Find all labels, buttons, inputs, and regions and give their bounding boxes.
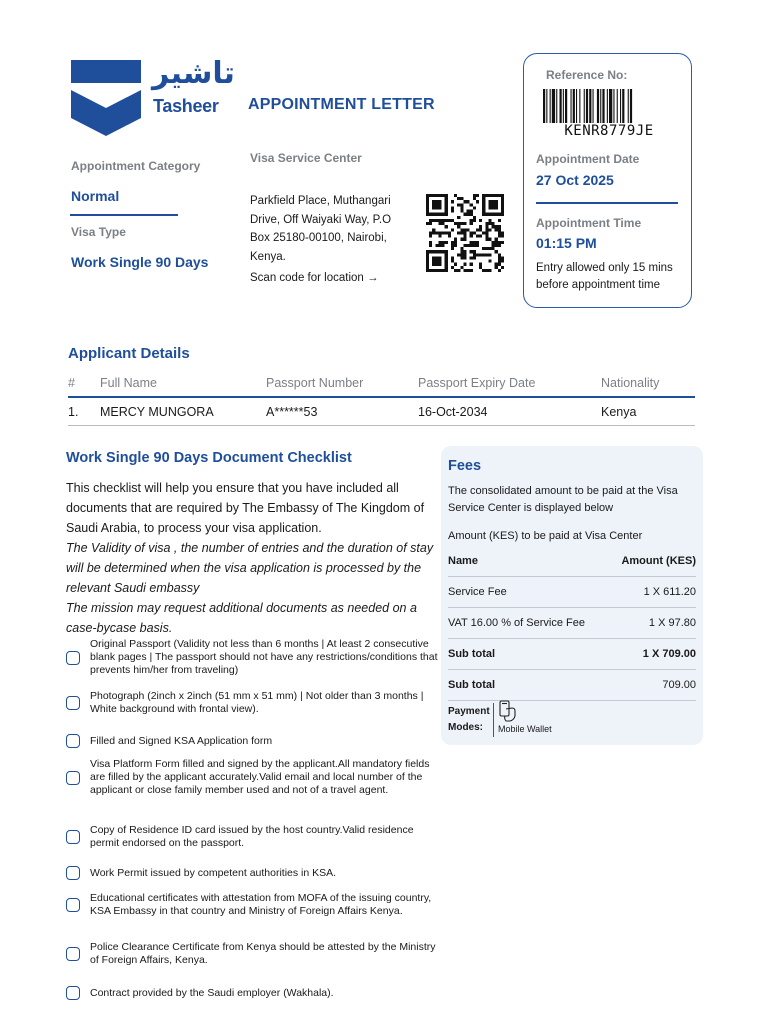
table-header-row bbox=[448, 550, 696, 577]
scan-note: Scan code for location → bbox=[250, 272, 379, 284]
fee-amount: 1 X 611.20 bbox=[609, 577, 696, 608]
checkbox[interactable] bbox=[66, 947, 80, 961]
subtotal-value: 709.00 bbox=[609, 670, 696, 701]
appointment-time: 01:15 PM bbox=[536, 235, 597, 251]
checklist-item-text: Educational certificates with attestation from MOFA of the issuing country, KSA Embassy in that country and Ministry of Foreign Affairs Kenya. bbox=[90, 892, 432, 917]
visa-type-value: Work Single 90 Days bbox=[71, 254, 209, 270]
checkbox[interactable] bbox=[66, 734, 80, 748]
category-value: Normal bbox=[71, 188, 120, 204]
applicant-passport: A******53 bbox=[266, 397, 418, 426]
visa-type-label: Visa Type bbox=[71, 225, 126, 239]
divider bbox=[536, 202, 678, 204]
visa-center-label: Visa Service Center bbox=[250, 151, 362, 165]
checkbox[interactable] bbox=[66, 866, 80, 880]
barcode-icon bbox=[543, 89, 673, 123]
checklist-item[interactable] bbox=[66, 638, 438, 677]
fee-name: VAT 16.00 % of Service Fee bbox=[448, 608, 609, 639]
checklist-item[interactable] bbox=[66, 941, 438, 967]
applicant-index: 1. bbox=[68, 397, 100, 426]
table-row bbox=[68, 397, 695, 426]
fees-table bbox=[448, 550, 696, 701]
document-title: APPOINTMENT LETTER bbox=[248, 96, 435, 113]
checklist-item[interactable] bbox=[66, 892, 438, 918]
fee-amount: 1 X 97.80 bbox=[609, 608, 696, 639]
checklist-item[interactable] bbox=[66, 734, 438, 748]
column-header: Passport Expiry Date bbox=[418, 374, 601, 397]
checkbox[interactable] bbox=[66, 986, 80, 1000]
column-header: Name bbox=[448, 550, 609, 577]
payment-modes-label-line: Payment bbox=[448, 706, 490, 717]
checklist-item-text: Original Passport (Validity not less than 6 months | At least 2 consecutive blank pages | The passport should not have any restrictions/conditions that prevents him/her from traveling) bbox=[90, 638, 438, 676]
tasheer-logo-icon bbox=[71, 60, 141, 136]
subtotal-value: 1 X 709.00 bbox=[609, 639, 696, 670]
checklist-item-text: Filled and Signed KSA Application form bbox=[90, 734, 273, 747]
column-header: # bbox=[68, 374, 100, 397]
checklist-title: Work Single 90 Days Document Checklist bbox=[66, 450, 352, 466]
brand-english: Tasheer bbox=[153, 96, 219, 116]
checklist-item[interactable] bbox=[66, 986, 438, 1000]
reference-label: Reference No: bbox=[546, 68, 628, 82]
checklist-item-text: Contract provided by the Saudi employer (Wakhala). bbox=[90, 986, 334, 999]
payment-mode-mobile-wallet: Mobile Wallet bbox=[498, 724, 552, 734]
payment-modes-label-line: Modes: bbox=[448, 722, 483, 733]
subtotal-label: Sub total bbox=[448, 670, 609, 701]
appointment-time-label: Appointment Time bbox=[536, 216, 642, 230]
checklist-intro-text: This checklist will help you ensure that you have included all documents that are required by The Embassy of The Kingdom of Saudi Arabia, to process your visa application. bbox=[66, 481, 425, 535]
checklist-item-text: Photograph (2inch x 2inch (51 mm x 51 mm) | Not older than 3 months | White background with frontal view). bbox=[90, 690, 424, 715]
checklist-item-text: Copy of Residence ID card issued by the host country.Valid residence permit endorsed on the passport. bbox=[90, 824, 414, 849]
checkbox[interactable] bbox=[66, 696, 80, 710]
applicant-details-title: Applicant Details bbox=[68, 345, 190, 362]
location-qr-code-icon[interactable] bbox=[426, 194, 504, 272]
divider bbox=[493, 703, 494, 737]
fees-title: Fees bbox=[448, 458, 482, 474]
brand-arabic: تاشير bbox=[152, 56, 235, 91]
applicant-passport-expiry: 16-Oct-2034 bbox=[418, 397, 601, 426]
divider bbox=[70, 214, 178, 216]
subtotal-row bbox=[448, 639, 696, 670]
table-row bbox=[448, 577, 696, 608]
checkbox[interactable] bbox=[66, 651, 80, 665]
appointment-date-label: Appointment Date bbox=[536, 152, 640, 166]
checklist-item[interactable] bbox=[66, 866, 438, 880]
checkbox[interactable] bbox=[66, 830, 80, 844]
checklist-intro bbox=[66, 478, 436, 638]
visa-center-address: Parkfield Place, Muthangari Drive, Off Waiyaki Way, P.O Box 25180-00100, Nairobi, Kenya. bbox=[250, 195, 392, 263]
checklist-validity-note: The Validity of visa , the number of entries and the duration of stay will be determined when the visa application is processed by the relevant Saudi embassy bbox=[66, 541, 434, 595]
payment-modes-label bbox=[448, 704, 492, 736]
appointment-date: 27 Oct 2025 bbox=[536, 172, 614, 188]
fees-amount-label: Amount (KES) to be paid at Visa Center bbox=[448, 530, 643, 542]
fees-description: The consolidated amount to be paid at the Visa Service Center is displayed below bbox=[448, 485, 678, 514]
table-header-row bbox=[68, 374, 695, 397]
checklist-item-text: Police Clearance Certificate from Kenya should be attested by the Ministry of Foreign Affairs, Kenya. bbox=[90, 941, 436, 966]
checklist-item[interactable] bbox=[66, 758, 438, 797]
applicant-table bbox=[68, 374, 695, 426]
fee-name: Service Fee bbox=[448, 577, 609, 608]
applicant-name: MERCY MUNGORA bbox=[100, 397, 266, 426]
column-header: Nationality bbox=[601, 374, 695, 397]
mobile-wallet-icon bbox=[497, 700, 517, 722]
subtotal-row bbox=[448, 670, 696, 701]
entry-note: Entry allowed only 15 mins before appointment time bbox=[536, 262, 673, 291]
checkbox[interactable] bbox=[66, 771, 80, 785]
checklist-mission-note: The mission may request additional documents as needed on a case-bycase basis. bbox=[66, 601, 417, 635]
checkbox[interactable] bbox=[66, 898, 80, 912]
checklist-item-text: Work Permit issued by competent authorities in KSA. bbox=[90, 866, 337, 879]
checklist-item-text: Visa Platform Form filled and signed by the applicant.All mandatory fields are filled by the applicant accurately.Valid email and local number of the applicant or close family member used and not of a travel agent. bbox=[90, 758, 430, 796]
applicant-nationality: Kenya bbox=[601, 397, 695, 426]
column-header: Full Name bbox=[100, 374, 266, 397]
subtotal-label: Sub total bbox=[448, 639, 609, 670]
checklist-item[interactable] bbox=[66, 690, 438, 716]
reference-number: KENR8779JE bbox=[564, 123, 654, 139]
checklist-item[interactable] bbox=[66, 824, 438, 850]
column-header: Passport Number bbox=[266, 374, 418, 397]
category-label: Appointment Category bbox=[71, 159, 201, 173]
column-header: Amount (KES) bbox=[609, 550, 696, 577]
table-row bbox=[448, 608, 696, 639]
